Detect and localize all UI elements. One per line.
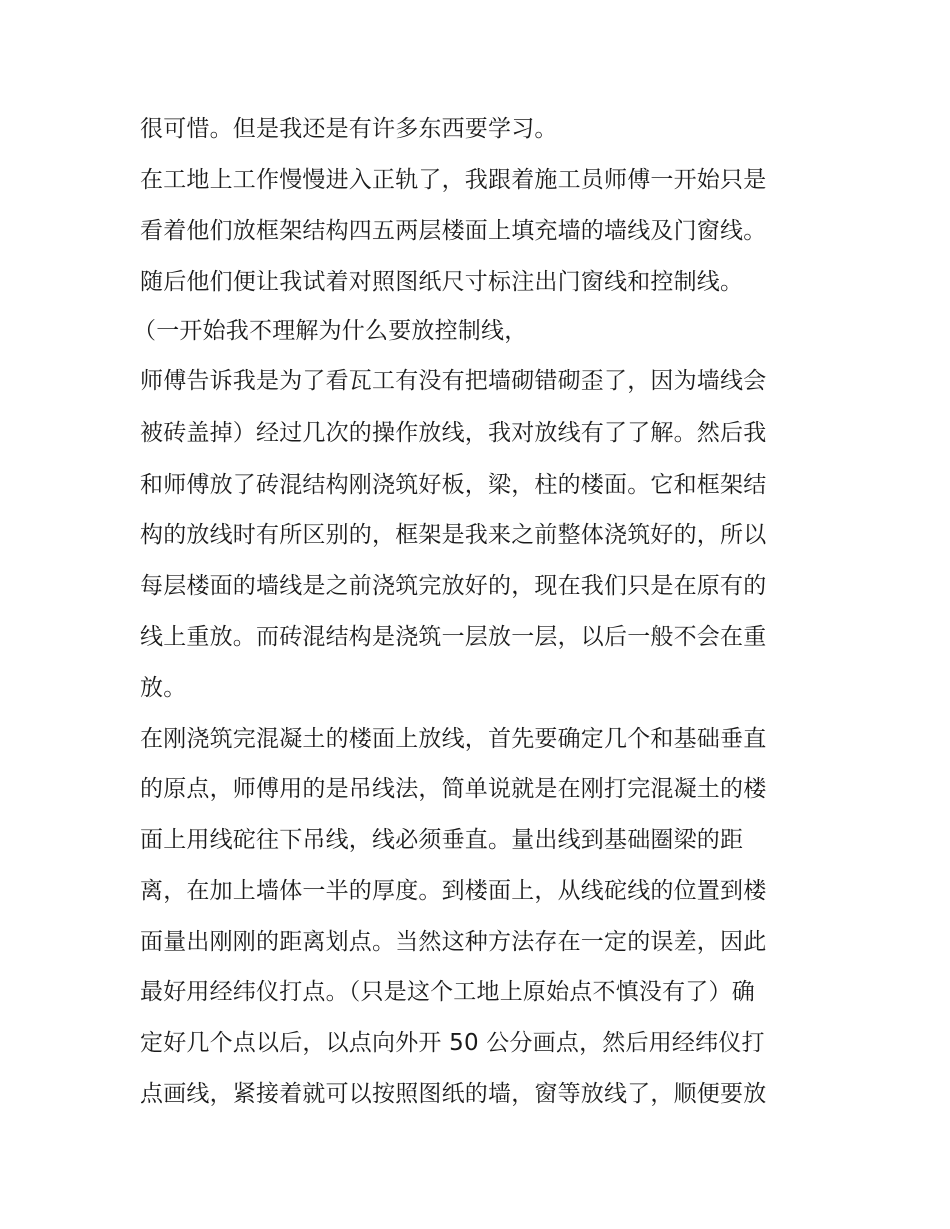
text-line: 看着他们放框架结构四五两层楼面上填充墙的墙线及门窗线。 (140, 218, 767, 244)
text-line: 面上用线砣往下吊线，线必须垂直。量出线到基础圈梁的距 (140, 827, 744, 853)
text-line: 随后他们便让我试着对照图纸尺寸标注出门窗线和控制线。 (140, 269, 744, 295)
text-line: 很可惜。但是我还是有许多东西要学习。 (140, 116, 558, 142)
text-line: 和师傅放了砖混结构刚浇筑好板，梁，柱的楼面。它和框架结 (140, 472, 767, 498)
text-line: 被砖盖掉）经过几次的操作放线，我对放线有了了解。然后我 (140, 420, 767, 446)
text-line: 在工地上工作慢慢进入正轨了，我跟着施工员师傅一开始只是 (140, 167, 767, 193)
text-line: 线上重放。而砖混结构是浇筑一层放一层，以后一般不会在重 (140, 624, 767, 650)
text-line: 放。 (140, 675, 187, 701)
text-line: 最好用经纬仪打点。（只是这个工地上原始点不慎没有了）确 (140, 979, 755, 1005)
text-line: 离，在加上墙体一半的厚度。到楼面上，从线砣线的位置到楼 (140, 878, 767, 904)
text-line: 构的放线时有所区别的，框架是我来之前整体浇筑好的，所以 (140, 522, 767, 548)
text-line: 点画线，紧接着就可以按照图纸的墙，窗等放线了，顺便要放 (140, 1081, 767, 1107)
text-line: 师傅告诉我是为了看瓦工有没有把墙砌错砌歪了，因为墙线会 (140, 368, 767, 394)
text-line: 定好几个点以后，以点向外开 50 公分画点，然后用经纬仪打 (140, 1030, 765, 1056)
text-line: 的原点，师傅用的是吊线法，简单说就是在刚打完混凝土的楼 (140, 776, 767, 802)
text-line: 面量出刚刚的距离划点。当然这种方法存在一定的误差，因此 (140, 929, 767, 955)
text-line: （一开始我不理解为什么要放控制线， (133, 318, 528, 344)
text-line: 在刚浇筑完混凝土的楼面上放线，首先要确定几个和基础垂直 (140, 726, 767, 752)
text-line: 每层楼面的墙线是之前浇筑完放好的，现在我们只是在原有的 (140, 573, 767, 599)
